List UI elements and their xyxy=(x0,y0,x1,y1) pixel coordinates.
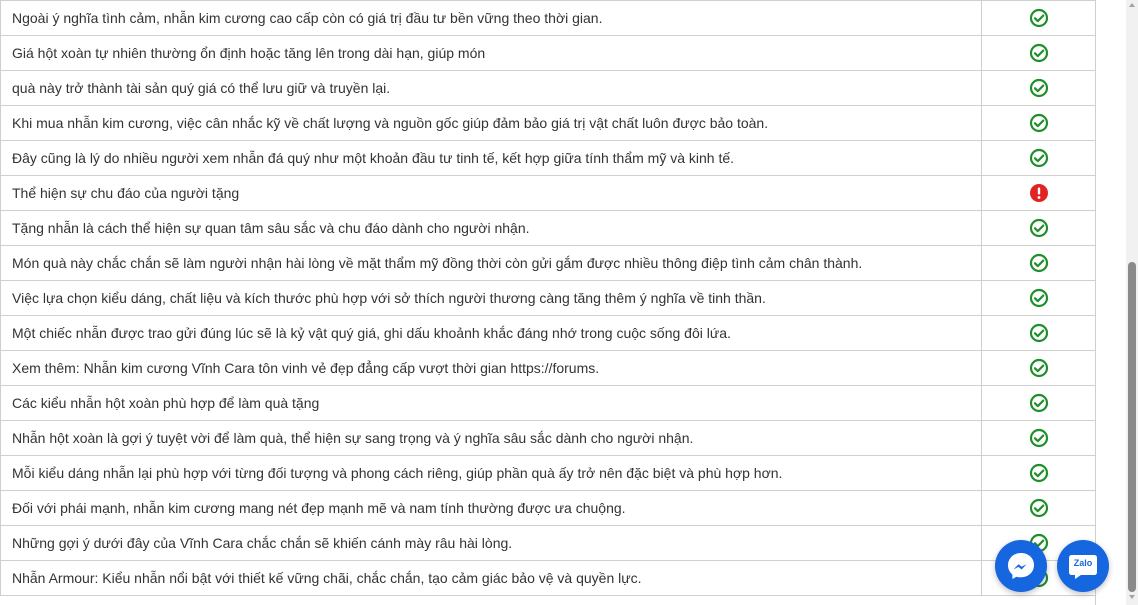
check-circle-icon xyxy=(1029,78,1049,98)
row-text: Khi mua nhẫn kim cương, việc cân nhắc kỹ về chất lượng và nguồn gốc giúp đảm bảo giá trị vật chất luôn được bảo toàn. xyxy=(1,106,982,141)
row-text: Một chiếc nhẫn được trao gửi đúng lúc sẽ là kỷ vật quý giá, ghi dấu khoảnh khắc đáng nhớ trong cuộc sống đôi lứa. xyxy=(1,316,982,351)
table-row xyxy=(1,351,1096,386)
table-row xyxy=(1,316,1096,351)
row-text: Đối với phái mạnh, nhẫn kim cương mang nét đẹp mạnh mẽ và nam tính thường được ưa chuộng. xyxy=(1,491,982,526)
row-status xyxy=(982,351,1096,386)
scroll-down-arrow-icon[interactable] xyxy=(1129,595,1135,599)
check-circle-icon xyxy=(1029,148,1049,168)
row-status xyxy=(982,316,1096,351)
check-circle-icon xyxy=(1029,498,1049,518)
row-text: Tặng nhẫn là cách thể hiện sự quan tâm sâu sắc và chu đáo dành cho người nhận. xyxy=(1,211,982,246)
row-text: Đây cũng là lý do nhiều người xem nhẫn đá quý như một khoản đầu tư tinh tế, kết hợp giữa tính thẩm mỹ và kinh tế. xyxy=(1,141,982,176)
messenger-button[interactable] xyxy=(995,540,1047,592)
row-text: Giá hột xoàn tự nhiên thường ổn định hoặc tăng lên trong dài hạn, giúp món xyxy=(1,36,982,71)
table-row xyxy=(1,421,1096,456)
messenger-icon xyxy=(995,540,1047,592)
check-circle-icon xyxy=(1029,358,1049,378)
table-row xyxy=(1,281,1096,316)
row-status xyxy=(982,36,1096,71)
row-text: Các kiểu nhẫn hột xoàn phù hợp để làm quà tặng xyxy=(1,386,982,421)
check-circle-icon xyxy=(1029,288,1049,308)
vertical-scrollbar[interactable] xyxy=(1126,0,1138,605)
row-text: Nhẫn Armour: Kiểu nhẫn nổi bật với thiết kế vững chãi, chắc chắn, tạo cảm giác bảo vệ và quyền lực. xyxy=(1,561,982,596)
check-circle-icon xyxy=(1029,43,1049,63)
table-row xyxy=(1,1,1096,36)
table-row xyxy=(1,36,1096,71)
table-row xyxy=(1,491,1096,526)
scroll-up-arrow-icon[interactable] xyxy=(1129,3,1135,7)
row-status xyxy=(982,491,1096,526)
zalo-label: Zalo xyxy=(1073,558,1093,568)
row-text: Mỗi kiểu dáng nhẫn lại phù hợp với từng đối tượng và phong cách riêng, giúp phần quà ấy trở nên đặc biệt và phù hợp hơn. xyxy=(1,456,982,491)
row-text: Xem thêm: Nhẫn kim cương Vĩnh Cara tôn vinh vẻ đẹp đẳng cấp vượt thời gian https://forums. xyxy=(1,351,982,386)
row-status xyxy=(982,421,1096,456)
row-status xyxy=(982,106,1096,141)
check-circle-icon xyxy=(1029,8,1049,28)
row-status xyxy=(982,211,1096,246)
table-row xyxy=(1,71,1096,106)
table-row xyxy=(1,456,1096,491)
check-circle-icon xyxy=(1029,323,1049,343)
row-text: Những gợi ý dưới đây của Vĩnh Cara chắc chắn sẽ khiến cánh mày râu hài lòng. xyxy=(1,526,982,561)
table-row xyxy=(1,526,1096,561)
table-row xyxy=(1,561,1096,596)
row-status xyxy=(982,141,1096,176)
scrollbar-thumb[interactable] xyxy=(1128,262,1136,592)
row-status xyxy=(982,71,1096,106)
row-text: quà này trở thành tài sản quý giá có thể lưu giữ và truyền lại. xyxy=(1,71,982,106)
table-row xyxy=(1,386,1096,421)
zalo-button[interactable] xyxy=(1057,540,1109,592)
row-text: Nhẫn hột xoàn là gợi ý tuyệt vời để làm quà, thể hiện sự sang trọng và ý nghĩa sâu sắc dành cho người nhận. xyxy=(1,421,982,456)
check-circle-icon xyxy=(1029,428,1049,448)
table-row xyxy=(1,106,1096,141)
table-body xyxy=(1,1,1096,596)
row-text: Thể hiện sự chu đáo của người tặng xyxy=(1,176,982,211)
check-circle-icon xyxy=(1029,253,1049,273)
table-row xyxy=(1,141,1096,176)
check-circle-icon xyxy=(1029,113,1049,133)
row-status xyxy=(982,386,1096,421)
row-text: Món quà này chắc chắn sẽ làm người nhận hài lòng về mặt thẩm mỹ đồng thời còn gửi gắm được nhiều thông điệp tình cảm chân thành. xyxy=(1,246,982,281)
table-row xyxy=(1,246,1096,281)
check-circle-icon xyxy=(1029,393,1049,413)
row-status xyxy=(982,1,1096,36)
row-status xyxy=(982,281,1096,316)
check-circle-icon xyxy=(1029,218,1049,238)
check-circle-icon xyxy=(1029,463,1049,483)
row-status xyxy=(982,456,1096,491)
table-row xyxy=(1,176,1096,211)
row-status xyxy=(982,246,1096,281)
row-text: Việc lựa chọn kiểu dáng, chất liệu và kích thước phù hợp với sở thích người thương càng tăng thêm ý nghĩa về tinh thần. xyxy=(1,281,982,316)
row-status xyxy=(982,176,1096,211)
warning-circle-icon xyxy=(1029,183,1049,203)
table-row xyxy=(1,211,1096,246)
row-text: Ngoài ý nghĩa tình cảm, nhẫn kim cương cao cấp còn có giá trị đầu tư bền vững theo thời gian. xyxy=(1,1,982,36)
